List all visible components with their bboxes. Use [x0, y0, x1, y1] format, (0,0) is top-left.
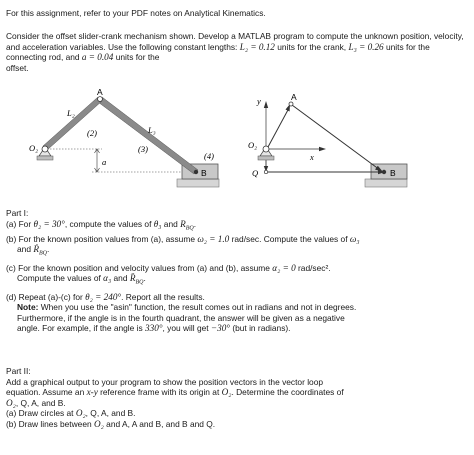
part1-section: Part I: (a) For θ₂ = 30°, compute the values of θ₃ and $R_{BQ}$. (b) For the known position values from (a), assume ω₂ = 1.0 rad/sec. Compute the values of ω₃ and Ṙ$_{BQ}$. (c) For the known position and velocity values from (a) and (b), assume α₂ = 0 rad/sec². Compute the values of α₃ and $R̈_{BQ}$. (d) Repeat (a)-(c) for θ₂ = 240°. Report all the results. Note: When you use the "asin" function, the result comes out in radians and not in degrees. Furthermore, if the angle is in the fourth quadrant, the answer will be given as a negative angle. For example, if the angle is 330°, you will get −30° (but in radians). — [6, 208, 470, 334]
part1-heading: Part I: — [6, 208, 29, 218]
eq-a: a = 0.04 — [81, 52, 114, 63]
point-q — [264, 170, 267, 173]
pin-a-left — [98, 97, 103, 102]
vector-a-b — [292, 105, 380, 170]
part1-item-c: (c) For the known position and velocity values from (a) and (b), assume α₂ = 0 rad/sec². Compute the values of α₃ and $R̈_{BQ}$. — [6, 262, 331, 286]
part1-item-d: (d) Repeat (a)-(c) for θ₂ = 240°. Report all the results. — [6, 291, 205, 302]
pin-b-left — [194, 170, 198, 174]
problem-statement: Consider the offset slider-crank mechanism shown. Develop a MATLAB program to compute the unknown position, velocity, and acceleration variables. Use the following constant lengths: L₂ = 0.12 units for the crank, L₃ = 0.26 units for the connecting rod, and a = 0.04 units for the offset. — [6, 31, 464, 73]
label-q: Q — [252, 168, 259, 178]
part1-item-a: (a) For θ₂ = 30°, compute the values of θ₃ and $R_{BQ}$. — [6, 218, 197, 232]
pin-b-right — [382, 170, 386, 174]
label-y: y — [257, 96, 261, 106]
label-o2-right: O₂ — [248, 140, 258, 150]
label-offset-a: a — [102, 157, 107, 167]
connecting-rod-left — [98, 97, 198, 174]
label-link2: (2) — [87, 128, 97, 138]
label-link4: (4) — [204, 151, 214, 161]
label-x: x — [310, 152, 314, 162]
label-a-left: A — [97, 87, 103, 97]
intro-text: For this assignment, refer to your PDF notes on Analytical Kinematics. — [6, 8, 266, 18]
part2-item-a: (a) Draw circles at O₂, Q, A, and B. — [6, 408, 136, 419]
ground-right — [365, 179, 407, 187]
label-o2-left: O₂ — [29, 143, 39, 153]
crank-left — [43, 97, 102, 151]
label-l3-left: L₃ — [148, 125, 156, 135]
pin-a-right — [289, 102, 293, 106]
part2-item-b: (b) Draw lines between O₂ and A, A and B, and B and Q. — [6, 418, 216, 429]
ground-left — [177, 179, 219, 187]
pin-o2-left — [42, 146, 48, 152]
part1-item-b: (b) For the known position values from (a), assume ω₂ = 1.0 rad/sec. Compute the values of ω₃ and Ṙ$_{BQ}$. — [6, 233, 360, 258]
pin-o2-right — [263, 146, 269, 152]
label-b-left: B — [201, 168, 207, 178]
label-l2-left: L₂ — [67, 108, 75, 118]
part2-section: Part II: Add a graphical output to your program to show the position vectors in the vector loop equation. Assume an x-y reference frame with its origin at O₂. Determine the coordinates of O₂, Q, A, and B. (a) Draw circles at O₂, Q, A, and B. (b) Draw lines between O₂ and A, A and B, and B and Q. — [6, 366, 470, 430]
eq-l2: L₂ = 0.12 — [239, 41, 275, 52]
part1-note: Note: When you use the "asin" function, the result comes out in radians and not in degrees. — [17, 302, 357, 313]
figure-left-slider-crank — [29, 87, 220, 198]
label-b-right: B — [390, 168, 396, 178]
slider-block-right — [371, 164, 407, 179]
label-link3: (3) — [138, 144, 148, 154]
part2-heading: Part II: — [6, 366, 31, 376]
eq-l3: L₃ = 0.26 — [348, 41, 384, 52]
label-a-right: A — [291, 92, 297, 102]
vector-o2-a — [268, 108, 289, 147]
figure-right-vector-loop — [244, 90, 416, 198]
